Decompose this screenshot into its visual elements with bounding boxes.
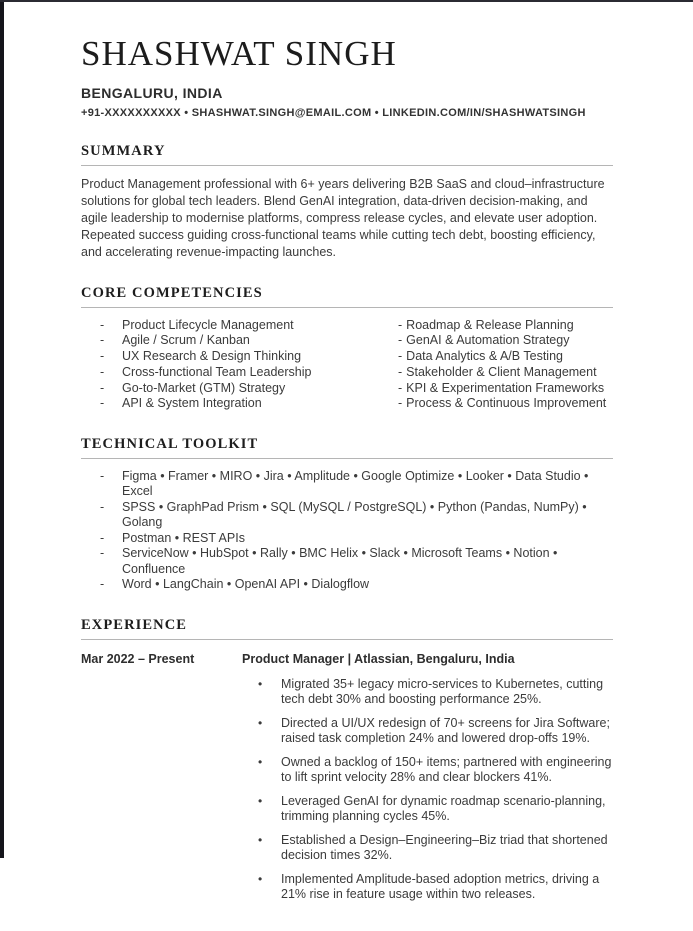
experience-bullet-text: Implemented Amplitude-based adoption metrics, driving a 21% rise in feature usage within two releases.	[281, 871, 600, 902]
toolkit-list	[81, 469, 613, 593]
competency-item	[398, 365, 613, 381]
experience-details	[242, 652, 613, 911]
section-technical-toolkit	[81, 436, 613, 593]
competency-item	[81, 318, 398, 334]
toolkit-line-text: Postman • REST APIs	[122, 530, 245, 545]
toolkit-line	[81, 469, 613, 500]
competencies-heading: CORE COMPETENCIES	[81, 284, 263, 301]
section-summary	[81, 143, 613, 261]
experience-bullet-text: Owned a backlog of 150+ items; partnered with engineering to lift sprint velocity 28% and clear blockers 41%.	[281, 754, 612, 785]
experience-dates: Mar 2022 – Present	[81, 651, 195, 666]
toolkit-line	[81, 531, 613, 547]
toolkit-line-text: Word • LangChain • OpenAI API • Dialogflow	[122, 577, 370, 592]
toolkit-line-text: SPSS • GraphPad Prism • SQL (MySQL / PostgreSQL) • Python (Pandas, NumPy) • Golang	[122, 499, 587, 530]
experience-heading: EXPERIENCE	[81, 616, 188, 633]
competency-item	[398, 333, 613, 349]
competency-item	[81, 396, 398, 412]
experience-bullet-text: Migrated 35+ legacy micro-services to Kubernetes, cutting tech debt 30% and boosting performance 25%.	[281, 676, 604, 707]
experience-title: Product Manager | Atlassian, Bengaluru, India	[242, 651, 515, 666]
competency-item	[398, 396, 613, 412]
competency-item	[398, 349, 613, 365]
experience-bullet	[242, 716, 613, 747]
competency-label: KPI & Experimentation Frameworks	[406, 380, 605, 395]
dash-bullet-marker: -	[398, 349, 403, 364]
dash-bullet-marker: -	[398, 333, 403, 348]
competency-label: Agile / Scrum / Kanban	[122, 333, 250, 348]
competency-label: Cross-functional Team Leadership	[122, 364, 312, 379]
dash-bullet-marker: -	[100, 349, 105, 364]
competency-label: Data Analytics & A/B Testing	[406, 349, 563, 364]
section-rule	[81, 639, 613, 640]
experience-bullet	[242, 833, 613, 864]
toolkit-line	[81, 500, 613, 531]
experience-bullet-text: Directed a UI/UX redesign of 70+ screens for Jira Software; raised task completion 24% and lowered drop-offs 19%.	[281, 715, 610, 746]
dash-bullet-marker: -	[100, 546, 105, 561]
competency-label: Stakeholder & Client Management	[406, 364, 597, 379]
competencies-left-column	[81, 318, 398, 412]
competencies-grid	[81, 318, 613, 412]
experience-bullet	[242, 677, 613, 708]
dash-bullet-marker: -	[100, 577, 105, 592]
disc-bullet-marker: •	[258, 754, 263, 769]
candidate-location: BENGALURU, INDIA	[81, 84, 223, 101]
candidate-name: SHASHWAT SINGH	[81, 34, 397, 73]
disc-bullet-marker: •	[258, 793, 263, 808]
competency-label: Process & Continuous Improvement	[406, 396, 607, 411]
section-rule	[81, 458, 613, 459]
disc-bullet-marker: •	[258, 676, 263, 691]
competency-item	[398, 381, 613, 397]
experience-entry	[81, 652, 613, 911]
experience-bullet	[242, 794, 613, 825]
dash-bullet-marker: -	[100, 333, 105, 348]
toolkit-heading: TECHNICAL TOOLKIT	[81, 435, 259, 452]
toolkit-line	[81, 546, 613, 577]
dash-bullet-marker: -	[398, 380, 403, 395]
toolkit-line	[81, 577, 613, 593]
competency-item	[81, 349, 398, 365]
dash-bullet-marker: -	[398, 396, 403, 411]
competency-item	[81, 333, 398, 349]
dash-bullet-marker: -	[100, 317, 105, 332]
experience-bullet-text: Established a Design–Engineering–Biz triad that shortened decision times 32%.	[281, 832, 608, 863]
competency-label: GenAI & Automation Strategy	[406, 333, 570, 348]
contact-line: +91-XXXXXXXXXX • SHASHWAT.SINGH@EMAIL.COM • LINKEDIN.COM/IN/SHASHWATSINGH	[81, 106, 586, 119]
dash-bullet-marker: -	[100, 530, 105, 545]
toolkit-line-text: Figma • Framer • MIRO • Jira • Amplitude • Google Optimize • Looker • Data Studio • Excel	[122, 468, 589, 499]
disc-bullet-marker: •	[258, 832, 263, 847]
dash-bullet-marker: -	[100, 396, 105, 411]
experience-bullet-list	[242, 677, 613, 903]
experience-bullet-text: Leveraged GenAI for dynamic roadmap scenario-planning, trimming planning cycles 45%.	[281, 793, 606, 824]
competency-label: Product Lifecycle Management	[122, 317, 294, 332]
competency-label: Go-to-Market (GTM) Strategy	[122, 380, 286, 395]
section-core-competencies	[81, 285, 613, 412]
toolkit-line-text: ServiceNow • HubSpot • Rally • BMC Helix • Slack • Microsoft Teams • Notion • Confluence	[122, 546, 558, 576]
competency-label: Roadmap & Release Planning	[406, 317, 574, 332]
dash-bullet-marker: -	[100, 364, 105, 379]
dash-bullet-marker: -	[100, 380, 105, 395]
summary-heading: SUMMARY	[81, 142, 166, 159]
dash-bullet-marker: -	[100, 499, 105, 514]
summary-text: Product Management professional with 6+ years delivering B2B SaaS and cloud–infrastructure solutions for global tech leaders. Blend GenAI integration, data-driven decision-making, and agile leadership to modernise platforms, compress release cycles, and elevate user adoption. Repeated success guiding cross-functional teams while cutting tech debt, boosting efficiency, and accelerating revenue-impacting launches.	[81, 176, 605, 259]
competency-label: UX Research & Design Thinking	[122, 349, 302, 364]
experience-bullet	[242, 872, 613, 903]
section-rule	[81, 307, 613, 308]
competency-item	[81, 381, 398, 397]
section-rule	[81, 165, 613, 166]
resume-header	[81, 36, 613, 119]
dash-bullet-marker: -	[398, 364, 403, 379]
competency-item	[81, 365, 398, 381]
competencies-right-column	[398, 318, 613, 412]
competency-label: API & System Integration	[122, 396, 262, 411]
section-experience	[81, 617, 613, 911]
experience-bullet	[242, 755, 613, 786]
competency-item	[398, 318, 613, 334]
dash-bullet-marker: -	[398, 317, 403, 332]
disc-bullet-marker: •	[258, 871, 263, 886]
disc-bullet-marker: •	[258, 715, 263, 730]
dash-bullet-marker: -	[100, 468, 105, 483]
